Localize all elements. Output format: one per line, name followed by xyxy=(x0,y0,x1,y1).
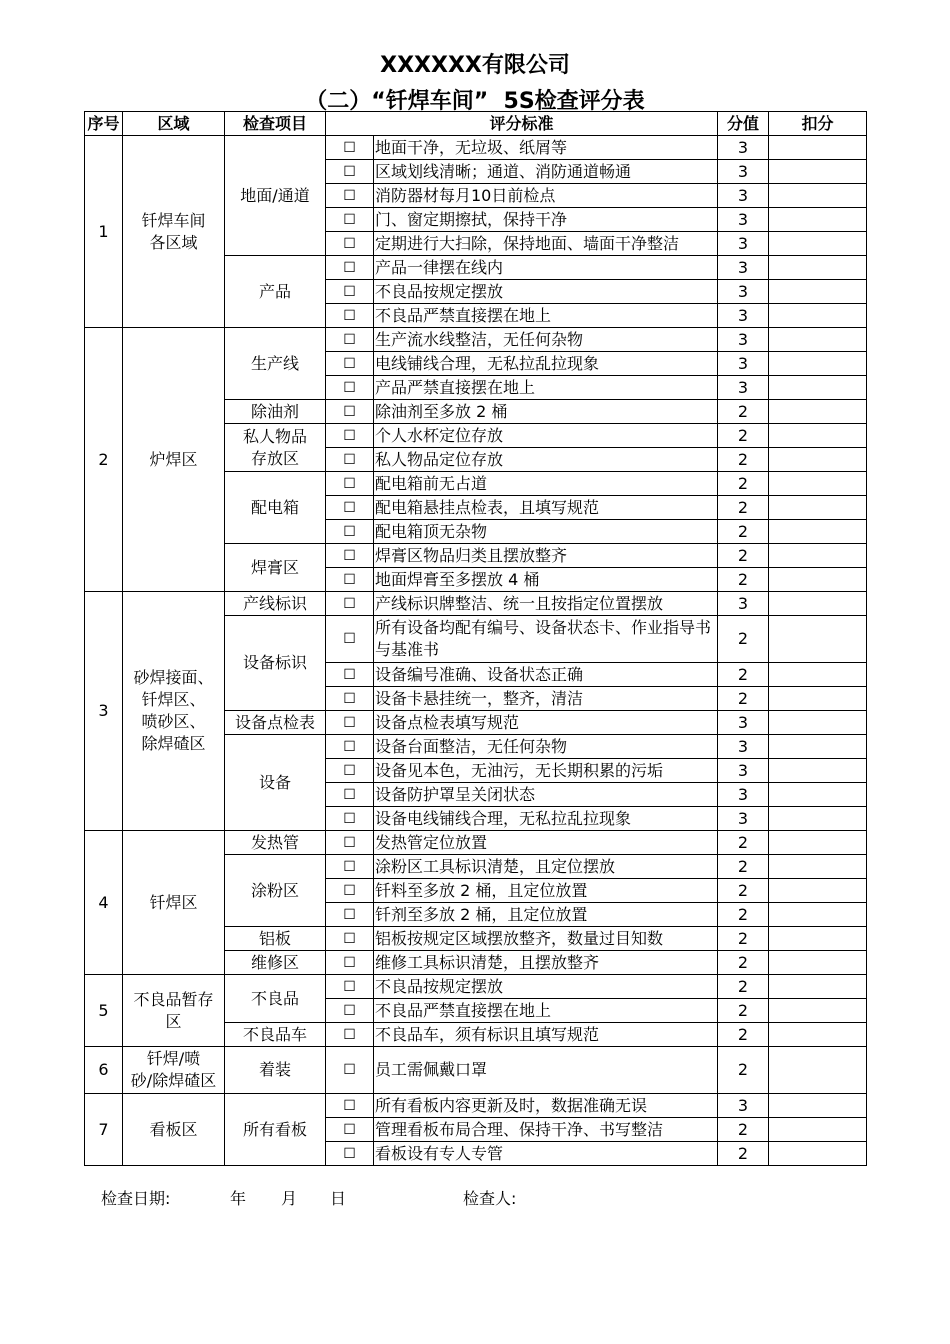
score-value: 3 xyxy=(718,184,769,208)
score-value: 3 xyxy=(718,136,769,160)
score-value: 3 xyxy=(718,256,769,280)
deduction-cell[interactable] xyxy=(769,304,867,328)
score-value: 2 xyxy=(718,496,769,520)
deduction-cell[interactable] xyxy=(769,663,867,687)
area-name: 看板区 xyxy=(123,1094,225,1166)
deduction-cell[interactable] xyxy=(769,927,867,951)
check-item: 设备标识 xyxy=(225,616,326,711)
score-value: 2 xyxy=(718,999,769,1023)
area-name: 不良品暂存 区 xyxy=(123,975,225,1047)
checkbox[interactable]: ☐ xyxy=(326,400,374,424)
check-item: 维修区 xyxy=(225,951,326,975)
checkbox[interactable]: ☐ xyxy=(326,208,374,232)
score-value: 3 xyxy=(718,1094,769,1118)
criteria-text: 产品严禁直接摆在地上 xyxy=(374,376,718,400)
score-value: 2 xyxy=(718,568,769,592)
criteria-text: 门、窗定期擦拭，保持干净 xyxy=(374,208,718,232)
deduction-cell[interactable] xyxy=(769,568,867,592)
criteria-text: 生产流水线整洁，无任何杂物 xyxy=(374,328,718,352)
checkbox[interactable]: ☐ xyxy=(326,879,374,903)
criteria-text: 设备台面整洁，无任何杂物 xyxy=(374,735,718,759)
check-item: 焊膏区 xyxy=(225,544,326,592)
row-number: 5 xyxy=(85,975,123,1047)
criteria-text: 地面干净，无垃圾、纸屑等 xyxy=(374,136,718,160)
checkbox[interactable]: ☐ xyxy=(326,160,374,184)
checkbox[interactable]: ☐ xyxy=(326,687,374,711)
score-value: 3 xyxy=(718,592,769,616)
checkbox[interactable]: ☐ xyxy=(326,1047,374,1094)
check-item: 不良品车 xyxy=(225,1023,326,1047)
score-value: 2 xyxy=(718,1047,769,1094)
deduction-cell[interactable] xyxy=(769,951,867,975)
checkbox[interactable]: ☐ xyxy=(326,520,374,544)
score-value: 2 xyxy=(718,663,769,687)
table-row xyxy=(85,592,867,616)
checkbox[interactable]: ☐ xyxy=(326,1118,374,1142)
deduction-cell[interactable] xyxy=(769,328,867,352)
table-body xyxy=(85,136,867,1166)
score-value: 2 xyxy=(718,951,769,975)
date-label: 检查日期: xyxy=(101,1189,171,1208)
deduction-cell[interactable] xyxy=(769,1047,867,1094)
check-item: 地面/通道 xyxy=(225,136,326,256)
header-item: 检查项目 xyxy=(225,112,326,136)
deduction-cell[interactable] xyxy=(769,160,867,184)
checkbox[interactable]: ☐ xyxy=(326,807,374,831)
criteria-text: 产线标识牌整洁、统一且按指定位置摆放 xyxy=(374,592,718,616)
score-value: 2 xyxy=(718,424,769,448)
form-title: （二）“钎焊车间” 5S检查评分表 xyxy=(305,89,645,114)
checkbox[interactable]: ☐ xyxy=(326,855,374,879)
header-deduct: 扣分 xyxy=(769,112,867,136)
criteria-text: 焊膏区物品归类且摆放整齐 xyxy=(374,544,718,568)
check-item: 生产线 xyxy=(225,328,326,400)
criteria-text: 不良品严禁直接摆在地上 xyxy=(374,999,718,1023)
criteria-text: 钎剂至多放 2 桶，且定位放置 xyxy=(374,903,718,927)
table-row xyxy=(85,1094,867,1118)
check-item: 除油剂 xyxy=(225,400,326,424)
criteria-text: 私人物品定位存放 xyxy=(374,448,718,472)
deduction-cell[interactable] xyxy=(769,831,867,855)
checkbox[interactable]: ☐ xyxy=(326,616,374,663)
area-name: 钎焊/喷 砂/除焊碴区 xyxy=(123,1047,225,1094)
checkbox[interactable]: ☐ xyxy=(326,975,374,999)
inspection-table xyxy=(84,111,867,1166)
deduction-cell[interactable] xyxy=(769,903,867,927)
table-row xyxy=(85,328,867,352)
criteria-text: 定期进行大扫除，保持地面、墙面干净整洁 xyxy=(374,232,718,256)
checkbox[interactable]: ☐ xyxy=(326,280,374,304)
deduction-cell[interactable] xyxy=(769,735,867,759)
score-value: 3 xyxy=(718,232,769,256)
checkbox[interactable]: ☐ xyxy=(326,448,374,472)
deduction-cell[interactable] xyxy=(769,975,867,999)
deduction-cell[interactable] xyxy=(769,783,867,807)
checkbox[interactable]: ☐ xyxy=(326,136,374,160)
area-name: 钎焊区 xyxy=(123,831,225,975)
score-value: 2 xyxy=(718,448,769,472)
criteria-text: 产品一律摆在线内 xyxy=(374,256,718,280)
score-value: 3 xyxy=(718,783,769,807)
score-value: 2 xyxy=(718,1118,769,1142)
deduction-cell[interactable] xyxy=(769,472,867,496)
company-title: XXXXXX有限公司 xyxy=(380,53,570,78)
criteria-text: 看板设有专人专管 xyxy=(374,1142,718,1166)
score-value: 3 xyxy=(718,208,769,232)
header-no: 序号 xyxy=(85,112,123,136)
score-value: 2 xyxy=(718,472,769,496)
check-item: 配电箱 xyxy=(225,472,326,544)
criteria-text: 发热管定位放置 xyxy=(374,831,718,855)
criteria-text: 设备编号准确、设备状态正确 xyxy=(374,663,718,687)
header-area: 区域 xyxy=(123,112,225,136)
score-value: 2 xyxy=(718,903,769,927)
check-item: 涂粉区 xyxy=(225,855,326,927)
checkbox[interactable]: ☐ xyxy=(326,711,374,735)
header-score: 分值 xyxy=(718,112,769,136)
score-value: 3 xyxy=(718,807,769,831)
header-row xyxy=(85,112,867,136)
score-value: 3 xyxy=(718,759,769,783)
checkbox[interactable]: ☐ xyxy=(326,1094,374,1118)
deduction-cell[interactable] xyxy=(769,592,867,616)
criteria-text: 钎料至多放 2 桶，且定位放置 xyxy=(374,879,718,903)
checkbox[interactable]: ☐ xyxy=(326,256,374,280)
score-value: 2 xyxy=(718,831,769,855)
checkbox[interactable]: ☐ xyxy=(326,927,374,951)
deduction-cell[interactable] xyxy=(769,208,867,232)
criteria-text: 所有看板内容更新及时，数据准确无误 xyxy=(374,1094,718,1118)
criteria-text: 电线铺线合理，无私拉乱拉现象 xyxy=(374,352,718,376)
check-item: 发热管 xyxy=(225,831,326,855)
score-value: 2 xyxy=(718,879,769,903)
check-item: 产品 xyxy=(225,256,326,328)
check-item: 设备 xyxy=(225,735,326,831)
check-item: 私人物品 存放区 xyxy=(225,424,326,472)
criteria-text: 涂粉区工具标识清楚，且定位摆放 xyxy=(374,855,718,879)
criteria-text: 不良品严禁直接摆在地上 xyxy=(374,304,718,328)
table-row xyxy=(85,136,867,160)
score-value: 2 xyxy=(718,520,769,544)
row-number: 1 xyxy=(85,136,123,328)
deduction-cell[interactable] xyxy=(769,448,867,472)
check-item: 着装 xyxy=(225,1047,326,1094)
deduction-cell[interactable] xyxy=(769,424,867,448)
criteria-text: 维修工具标识清楚，且摆放整齐 xyxy=(374,951,718,975)
checkbox[interactable]: ☐ xyxy=(326,472,374,496)
checkbox[interactable]: ☐ xyxy=(326,232,374,256)
score-value: 2 xyxy=(718,616,769,663)
criteria-text: 员工需佩戴口罩 xyxy=(374,1047,718,1094)
score-value: 3 xyxy=(718,328,769,352)
score-value: 3 xyxy=(718,352,769,376)
criteria-text: 设备卡悬挂统一，整齐，清洁 xyxy=(374,687,718,711)
criteria-text: 地面焊膏至多摆放 4 桶 xyxy=(374,568,718,592)
checkbox[interactable]: ☐ xyxy=(326,544,374,568)
deduction-cell[interactable] xyxy=(769,376,867,400)
criteria-text: 区域划线清晰；通道、消防通道畅通 xyxy=(374,160,718,184)
check-item: 不良品 xyxy=(225,975,326,1023)
row-number: 2 xyxy=(85,328,123,592)
checkbox[interactable]: ☐ xyxy=(326,424,374,448)
deduction-cell[interactable] xyxy=(769,520,867,544)
checkbox[interactable]: ☐ xyxy=(326,304,374,328)
deduction-cell[interactable] xyxy=(769,1023,867,1047)
score-value: 3 xyxy=(718,304,769,328)
table-row xyxy=(85,831,867,855)
criteria-text: 设备点检表填写规范 xyxy=(374,711,718,735)
score-value: 3 xyxy=(718,280,769,304)
inspector-label: 检查人: xyxy=(463,1189,517,1208)
score-value: 2 xyxy=(718,687,769,711)
score-value: 3 xyxy=(718,160,769,184)
deduction-cell[interactable] xyxy=(769,879,867,903)
checkbox[interactable]: ☐ xyxy=(326,951,374,975)
deduction-cell[interactable] xyxy=(769,256,867,280)
score-value: 2 xyxy=(718,1142,769,1166)
year-label: 年 xyxy=(230,1189,247,1208)
score-value: 2 xyxy=(718,855,769,879)
deduction-cell[interactable] xyxy=(769,136,867,160)
row-number: 7 xyxy=(85,1094,123,1166)
checkbox[interactable]: ☐ xyxy=(326,1142,374,1166)
criteria-text: 设备见本色，无油污，无长期积累的污垢 xyxy=(374,759,718,783)
score-value: 2 xyxy=(718,400,769,424)
deduction-cell[interactable] xyxy=(769,807,867,831)
criteria-text: 配电箱悬挂点检表，且填写规范 xyxy=(374,496,718,520)
check-item: 铝板 xyxy=(225,927,326,951)
header-criteria: 评分标准 xyxy=(326,112,718,136)
area-name: 钎焊车间 各区域 xyxy=(123,136,225,328)
day-label: 日 xyxy=(330,1189,347,1208)
deduction-cell[interactable] xyxy=(769,280,867,304)
criteria-text: 设备防护罩呈关闭状态 xyxy=(374,783,718,807)
score-value: 3 xyxy=(718,376,769,400)
checkbox[interactable]: ☐ xyxy=(326,735,374,759)
criteria-text: 配电箱顶无杂物 xyxy=(374,520,718,544)
score-value: 3 xyxy=(718,711,769,735)
deduction-cell[interactable] xyxy=(769,1094,867,1118)
checkbox[interactable]: ☐ xyxy=(326,783,374,807)
checkbox[interactable]: ☐ xyxy=(326,1023,374,1047)
score-value: 2 xyxy=(718,927,769,951)
deduction-cell[interactable] xyxy=(769,999,867,1023)
table-row xyxy=(85,1047,867,1094)
score-value: 2 xyxy=(718,1023,769,1047)
area-name: 炉焊区 xyxy=(123,328,225,592)
check-item: 设备点检表 xyxy=(225,711,326,735)
row-number: 4 xyxy=(85,831,123,975)
deduction-cell[interactable] xyxy=(769,759,867,783)
criteria-text: 管理看板布局合理、保持干净、书写整洁 xyxy=(374,1118,718,1142)
check-item: 产线标识 xyxy=(225,592,326,616)
deduction-cell[interactable] xyxy=(769,687,867,711)
checkbox[interactable]: ☐ xyxy=(326,831,374,855)
month-label: 月 xyxy=(281,1189,298,1208)
deduction-cell[interactable] xyxy=(769,496,867,520)
checkbox[interactable]: ☐ xyxy=(326,663,374,687)
criteria-text: 不良品按规定摆放 xyxy=(374,280,718,304)
criteria-text: 铝板按规定区域摆放整齐，数量过目知数 xyxy=(374,927,718,951)
criteria-text: 消防器材每月10日前检点 xyxy=(374,184,718,208)
checkbox[interactable]: ☐ xyxy=(326,328,374,352)
row-number: 3 xyxy=(85,592,123,831)
criteria-text: 配电箱前无占道 xyxy=(374,472,718,496)
deduction-cell[interactable] xyxy=(769,544,867,568)
deduction-cell[interactable] xyxy=(769,400,867,424)
row-number: 6 xyxy=(85,1047,123,1094)
criteria-text: 除油剂至多放 2 桶 xyxy=(374,400,718,424)
criteria-text: 不良品车，须有标识且填写规范 xyxy=(374,1023,718,1047)
criteria-text: 个人水杯定位存放 xyxy=(374,424,718,448)
score-value: 2 xyxy=(718,544,769,568)
deduction-cell[interactable] xyxy=(769,184,867,208)
checkbox[interactable]: ☐ xyxy=(326,568,374,592)
deduction-cell[interactable] xyxy=(769,855,867,879)
criteria-text: 设备电线铺线合理，无私拉乱拉现象 xyxy=(374,807,718,831)
deduction-cell[interactable] xyxy=(769,232,867,256)
check-item: 所有看板 xyxy=(225,1094,326,1166)
score-value: 2 xyxy=(718,975,769,999)
criteria-text: 不良品按规定摆放 xyxy=(374,975,718,999)
checkbox[interactable]: ☐ xyxy=(326,592,374,616)
deduction-cell[interactable] xyxy=(769,1142,867,1166)
checkbox[interactable]: ☐ xyxy=(326,376,374,400)
deduction-cell[interactable] xyxy=(769,711,867,735)
checkbox[interactable]: ☐ xyxy=(326,184,374,208)
checkbox[interactable]: ☐ xyxy=(326,352,374,376)
score-value: 3 xyxy=(718,735,769,759)
table-row xyxy=(85,975,867,999)
criteria-text: 所有设备均配有编号、设备状态卡、作业指导书与基准书 xyxy=(374,616,718,663)
checkbox[interactable]: ☐ xyxy=(326,496,374,520)
checkbox[interactable]: ☐ xyxy=(326,999,374,1023)
checkbox[interactable]: ☐ xyxy=(326,903,374,927)
deduction-cell[interactable] xyxy=(769,1118,867,1142)
deduction-cell[interactable] xyxy=(769,352,867,376)
deduction-cell[interactable] xyxy=(769,616,867,663)
checkbox[interactable]: ☐ xyxy=(326,759,374,783)
area-name: 砂焊接面、 钎焊区、 喷砂区、 除焊碴区 xyxy=(123,592,225,831)
